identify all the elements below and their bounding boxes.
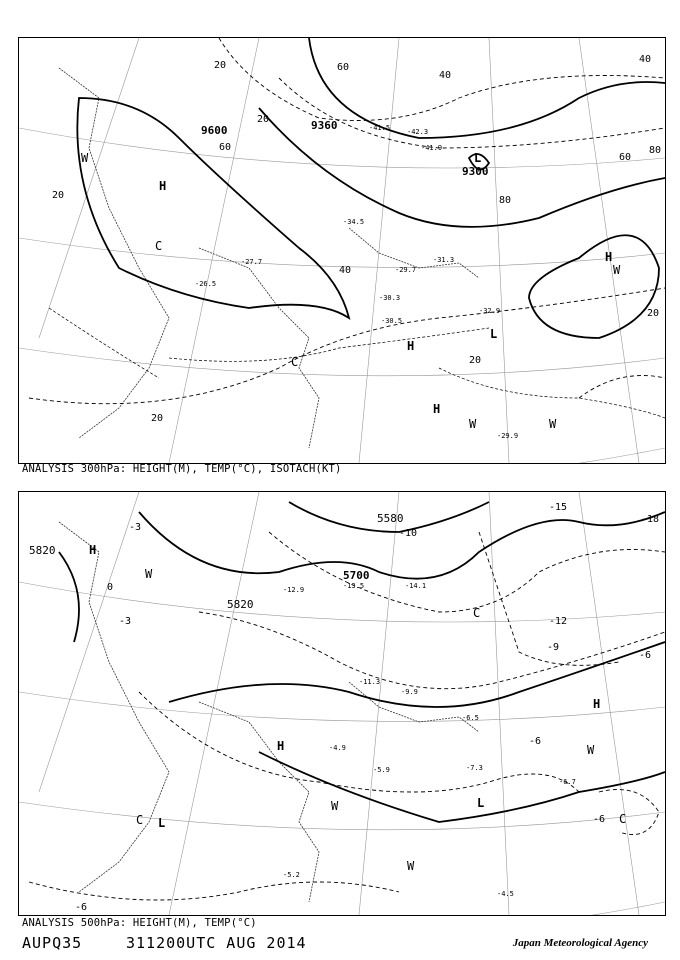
cold-center-label: C [473, 606, 481, 620]
height-label: 5580 [377, 512, 404, 525]
high-center-label: H [593, 697, 601, 711]
low-center-label: L [474, 151, 482, 165]
station-temp: -30.5 [381, 317, 403, 325]
station-temp: -5.2 [283, 871, 300, 879]
panel-caption-300hpa: ANALYSIS 300hPa: HEIGHT(M), TEMP(°C), ISOTACH(KT) [22, 463, 342, 475]
isotherm-labels [75, 502, 659, 913]
station-temp: -41.9 [421, 144, 443, 152]
isotach-label: 40 [439, 70, 452, 81]
isotach-label: 40 [339, 265, 352, 276]
height-labels [201, 119, 489, 178]
cold-center-label: C [136, 813, 144, 827]
isotach-label: 20 [214, 60, 227, 71]
isotherm-label: -12 [549, 616, 568, 627]
isotach-label: 20 [647, 308, 660, 319]
isotach-label: 60 [219, 142, 232, 153]
station-temp: -26.5 [195, 280, 217, 288]
height-label: 9300 [462, 165, 489, 178]
panel-caption-500hpa: ANALYSIS 500hPa: HEIGHT(M), TEMP(°C) [22, 917, 257, 929]
valid-time: 311200UTC AUG 2014 [126, 934, 307, 952]
station-temp: -12.9 [283, 586, 305, 594]
map-500hpa-svg [19, 492, 665, 915]
high-center-label: H [89, 543, 97, 557]
cold-center-label: C [291, 355, 299, 369]
isotherm-label: 0 [107, 582, 114, 593]
pressure-center-labels [81, 151, 621, 431]
graticule [19, 492, 665, 915]
height-label: 9600 [201, 124, 228, 137]
isotherm-label: -6 [593, 814, 606, 825]
high-center-label: H [277, 739, 285, 753]
isotach-label: 20 [257, 114, 270, 125]
station-temp: -13.5 [343, 582, 365, 590]
station-temp: -6.7 [559, 778, 576, 786]
warm-center-label: W [407, 859, 415, 873]
coastline [59, 68, 482, 448]
low-center-label: L [477, 796, 485, 810]
station-temp: -32.9 [479, 307, 501, 315]
pressure-center-labels [89, 543, 626, 873]
station-temp: -31.3 [433, 256, 455, 264]
isotach-label: 20 [151, 413, 164, 424]
analysis-300hpa-map [18, 37, 666, 464]
isotach-label: 60 [619, 152, 632, 163]
station-temp: -34.5 [343, 218, 365, 226]
height-label: 5820 [29, 544, 56, 557]
agency-name: Japan Meteorological Agency [512, 937, 648, 949]
warm-center-label: W [469, 417, 477, 431]
isotach-label: 80 [649, 145, 662, 156]
cold-center-label: C [155, 239, 163, 253]
station-temp: -7.3 [466, 764, 483, 772]
station-temp: -14.1 [405, 582, 427, 590]
station-temp: -5.9 [373, 766, 390, 774]
isotach-label: 60 [337, 62, 350, 73]
height-label: 9360 [311, 119, 338, 132]
station-temp: -6.5 [462, 714, 479, 722]
cold-center-label: C [619, 812, 627, 826]
high-center-label: H [433, 402, 441, 416]
height-contours [59, 502, 665, 822]
isotherm-label: -18 [641, 514, 660, 525]
station-temp: -42.3 [407, 128, 429, 136]
isotherm-label: -15 [549, 502, 568, 513]
high-center-label: H [159, 179, 167, 193]
station-temp: -29.9 [497, 432, 519, 440]
station-temp: -30.3 [379, 294, 401, 302]
station-temp: -29.7 [395, 266, 417, 274]
isotherm-label: -10 [399, 528, 418, 539]
station-temp: -9.9 [401, 688, 418, 696]
station-temp: -41.5 [369, 124, 391, 132]
isotach-label: 80 [499, 195, 512, 206]
warm-center-label: W [549, 417, 557, 431]
height-label: 5820 [227, 598, 254, 611]
isotach-label: 20 [52, 190, 65, 201]
low-center-label: L [158, 816, 166, 830]
warm-center-label: W [145, 567, 153, 581]
isotherm-label: -9 [547, 642, 560, 653]
isotherm-label: -3 [129, 522, 142, 533]
isotherm-label: -6 [639, 650, 652, 661]
warm-center-label: W [81, 151, 89, 165]
isotherm-label: -6 [529, 736, 542, 747]
isotach-label: 20 [469, 355, 482, 366]
high-center-label: H [605, 250, 613, 264]
low-center-label: L [490, 327, 498, 341]
chart-id: AUPQ35 [22, 934, 83, 952]
warm-center-label: W [613, 263, 621, 277]
isotherm-label: -3 [119, 616, 132, 627]
isotherm-label: -6 [75, 902, 88, 913]
station-temp: -27.7 [241, 258, 263, 266]
station-temp: -4.9 [329, 744, 346, 752]
isotach-label: 40 [639, 54, 652, 65]
map-300hpa-svg [19, 38, 665, 463]
warm-center-label: W [331, 799, 339, 813]
station-temp: -11.3 [359, 678, 381, 686]
height-label: 5700 [343, 569, 370, 582]
warm-center-label: W [587, 743, 595, 757]
analysis-500hpa-map [18, 491, 666, 916]
high-center-label: H [407, 339, 415, 353]
station-temp: -4.5 [497, 890, 514, 898]
